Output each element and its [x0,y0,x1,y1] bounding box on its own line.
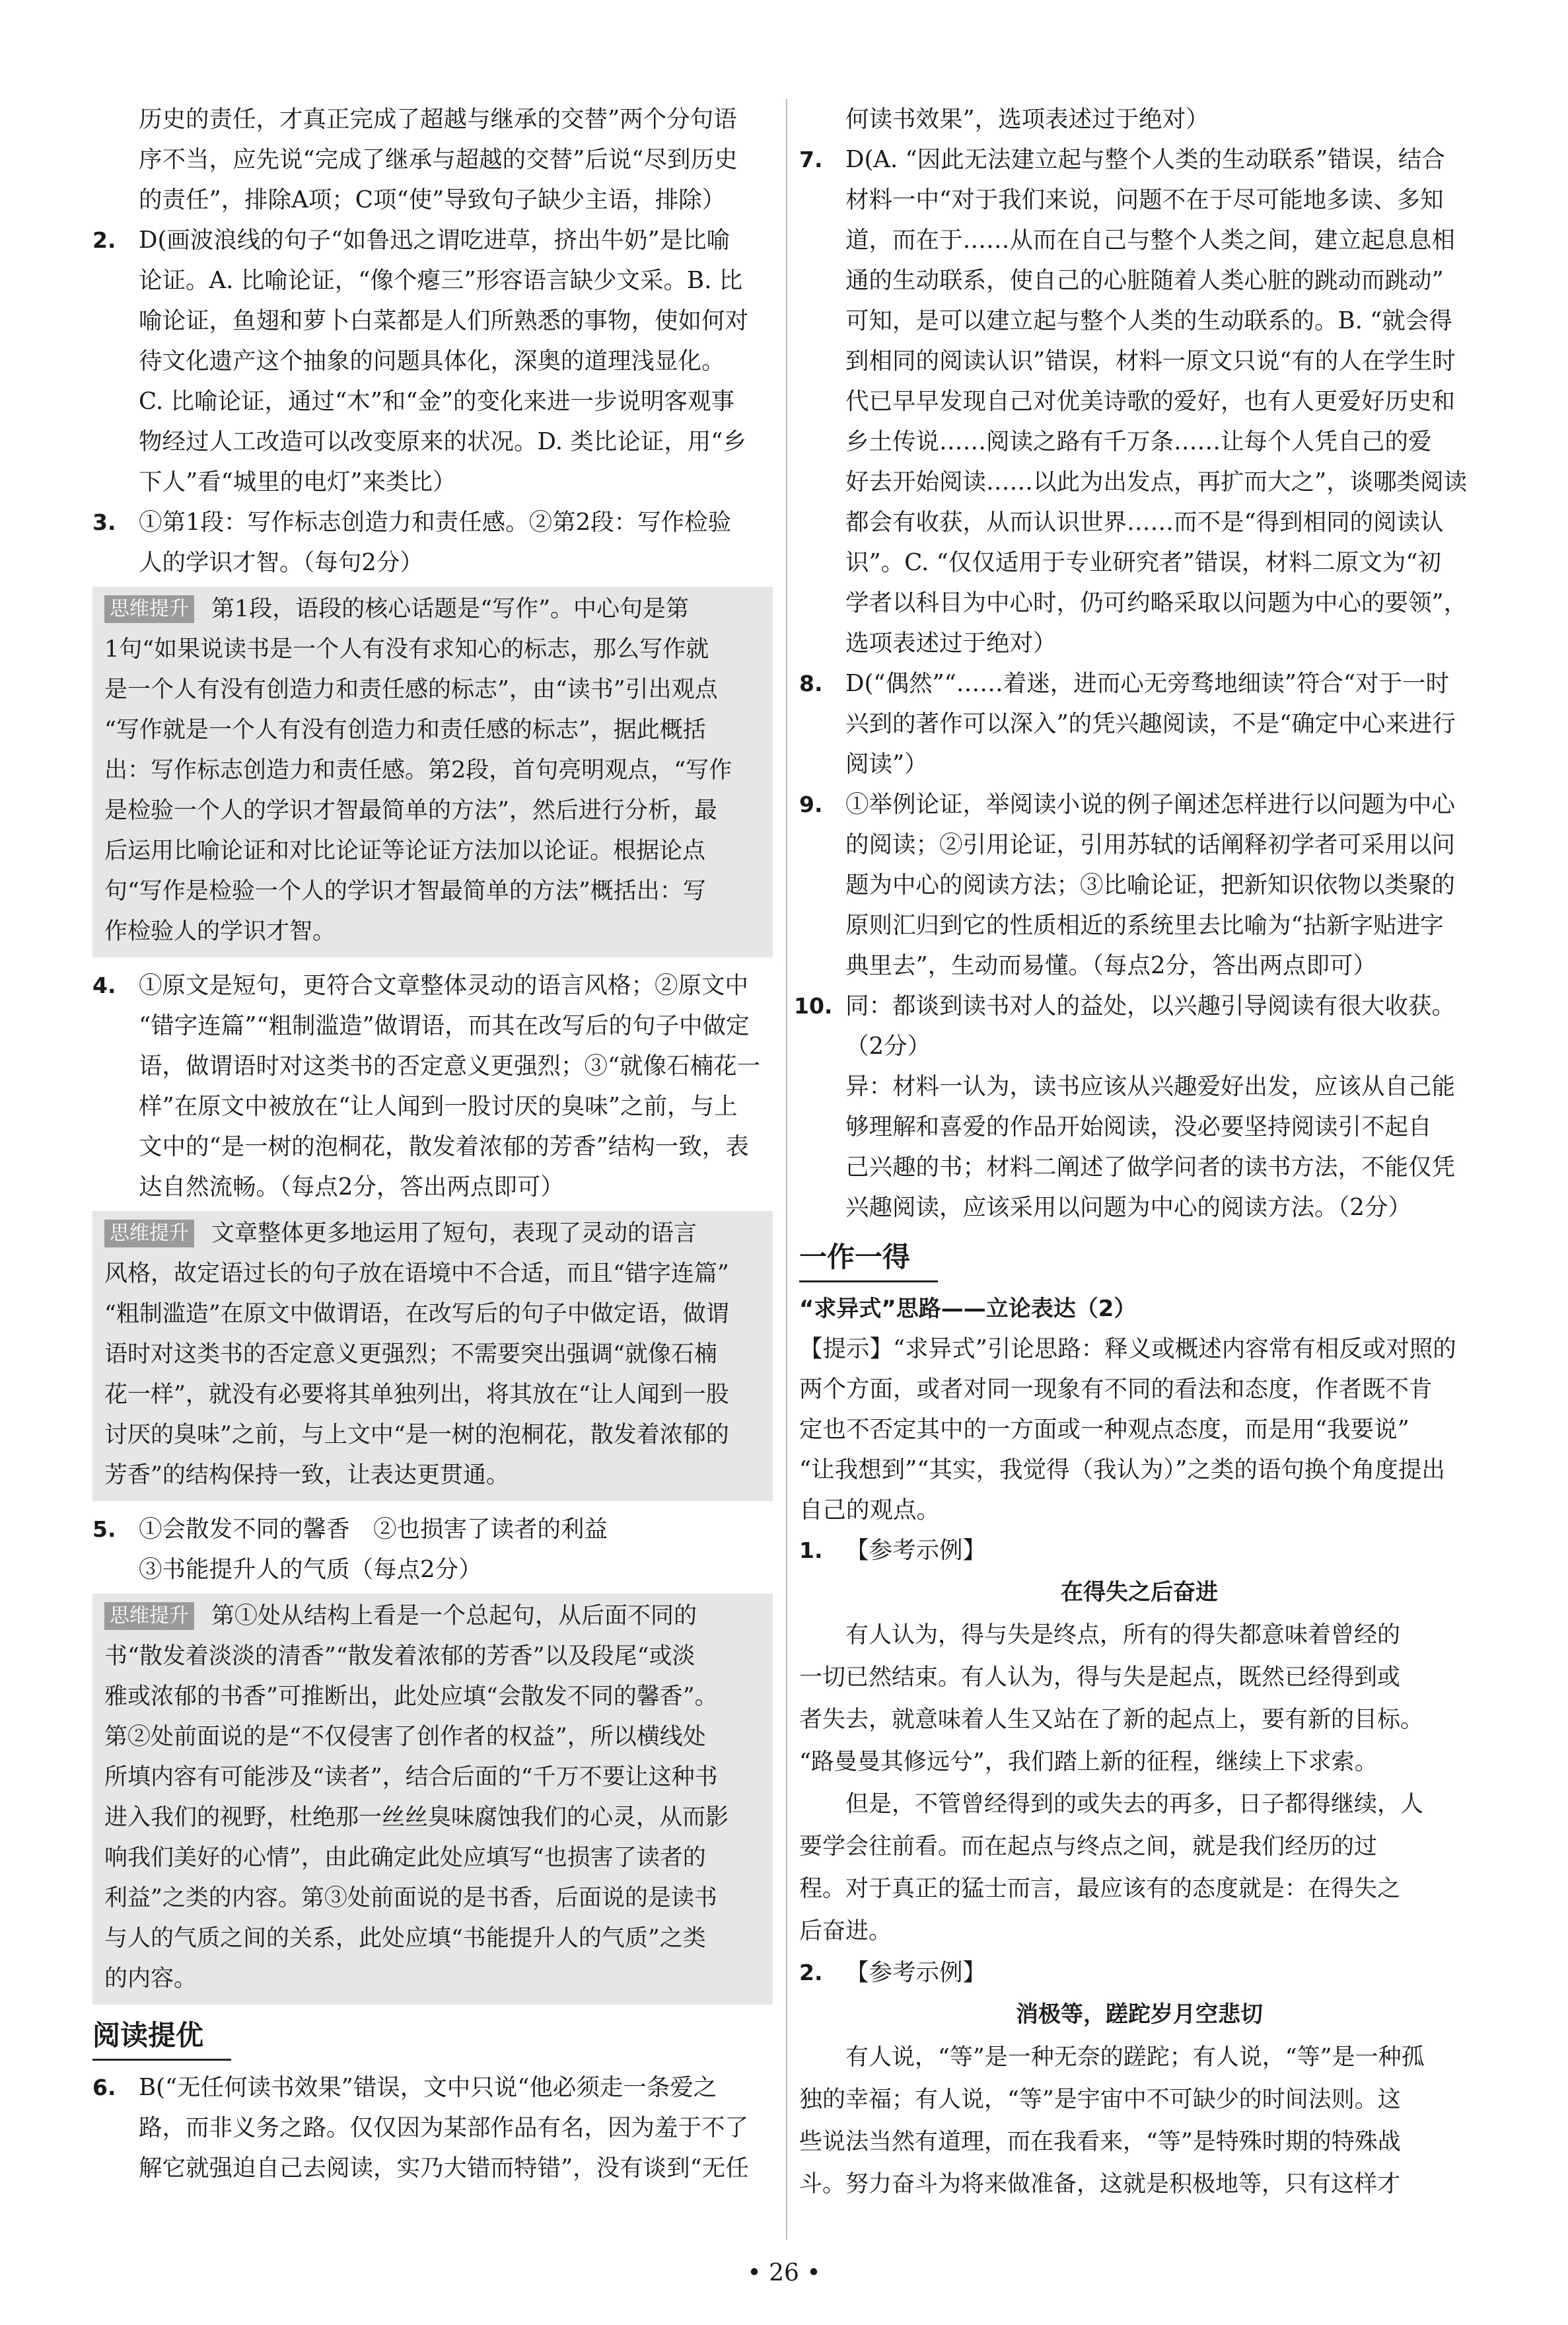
text-line: “路曼曼其修远兮”，我们踏上新的征程，继续上下求索。 [799,1749,1378,1775]
thinking-tag: 思维提升 [104,1602,194,1630]
essay-title-1: 在得失之后奋进 [1061,1579,1218,1605]
right-column [794,99,1479,2205]
text-line: 程。对于真正的猛士而言，最应该有的态度就是：在得失之 [799,1876,1401,1902]
text-line: 些说法当然有道理，而在我看来，“等”是特殊时期的特殊战 [799,2129,1401,2155]
text-line: 自己的观点。 [799,1496,941,1524]
thinking-box-3 [92,1594,773,2005]
example-label: 【参考示例】 [845,1537,987,1564]
text-line: 的阅读；②引用论证，引用苏轼的话阐释初学者可采用以问 [845,831,1456,858]
question-number: 3. [92,509,116,535]
question-number: 2. [92,227,116,253]
text-line: 是检验一个人的学识才智最简单的方法”，然后进行分析，最 [104,797,717,824]
thinking-tag: 思维提升 [104,595,194,623]
text-line: 是一个人有没有创造力和责任感的标志”，由“读书”引出观点 [104,677,718,703]
text-line: 一切已然结束。有人认为，得与失是起点，既然已经得到或 [799,1664,1401,1691]
answer-6-continuation: 何读书效果”，选项表述过于绝对） [845,106,1209,133]
left-column [92,99,773,2188]
text-line: ①举例论证，举阅读小说的例子阐述怎样进行以问题为中心 [845,791,1456,818]
text-line: 出：写作标志创造力和责任感。第2段，首句亮明观点，“写作 [104,757,732,784]
text-line: 够理解和喜爱的作品开始阅读，没必要坚持阅读引不起自 [845,1113,1432,1140]
section-heading-writing: 一作一得 [799,1234,938,1282]
text-line: 有人说，“等”是一种无奈的蹉跎；有人说，“等”是一种孤 [845,2044,1425,2071]
writing-tip [799,1329,1479,1530]
question-number: 10. [794,993,833,1019]
text-line: ①会散发不同的馨香 ②也损害了读者的利益 [139,1516,608,1543]
text-line: 作检验人的学识才智。 [104,918,336,945]
text-line: 语时对这类书的否定意义更强烈；不需要突出强调“就像石楠 [104,1341,717,1368]
text-line: 阅读”） [845,751,928,778]
text-line: 定也不否定其中的一方面或一种观点态度，而是用“我要说” [799,1416,1409,1443]
text-line: 的责任”，排除A项；C项“使”导致句子缺少主语，排除） [139,186,726,213]
text-line: 文中的“是一树的泡桐花，散发着浓郁的芳香”结构一致，表 [139,1133,749,1160]
section-heading-reading: 阅读提优 [92,2012,231,2061]
text-line: “粗制滥造”在原文中做谓语，在改写后的句子中做定语，做谓 [104,1301,729,1327]
text-line: 同：都谈到读书对人的益处，以兴趣引导阅读有很大收获。 [845,992,1456,1019]
text-line: 论证。A. 比喻论证，“像个瘪三”形容语言缺少文采。B. 比 [139,267,743,294]
answer-10 [794,986,1479,1228]
essay-title-2: 消极等，蹉跎岁月空悲切 [1016,2001,1263,2028]
text-line: 下人”看“城里的电灯”来类比） [139,468,456,496]
text-line: 路，而非义务之路。仅仅因为某部作品有名，因为羞于不了 [139,2114,749,2141]
text-line: 道，而在于……从而在自己与整个人类之间，建立起息息相 [845,227,1456,254]
answer-9 [799,784,1479,986]
text-line: 乡土传说……阅读之路有千万条……让每个人凭自己的爱 [845,428,1432,455]
text-line: 第①处从结构上看是一个总起句，从后面不同的 [211,1603,697,1629]
text-line: 兴趣阅读，应该采用以问题为中心的阅读方法。（2分） [845,1194,1411,1221]
text-line: （2分） [845,1033,931,1060]
answer-8 [799,663,1479,784]
text-line: 文章整体更多地运用了短句，表现了灵动的语言 [211,1220,697,1247]
text-line: 芳香”的结构保持一致，让表达更贯通。 [104,1462,509,1489]
text-line: 后奋进。 [799,1918,892,1944]
text-line: 材料一中“对于我们来说，问题不在于尽可能地多读、多知 [845,186,1444,213]
text-line: D(画波浪线的句子“如鲁迅之谓吃进草，挤出牛奶”是比喻 [139,227,731,254]
text-line: 选项表述过于绝对） [845,630,1057,657]
text-line: 己兴趣的书；材料二阐述了做学问者的读书方法，不能仅凭 [845,1154,1456,1181]
text-line: 雅或浓郁的书香”可推断出，此处应填“会散发不同的馨香”。 [104,1683,718,1710]
text-line: 兴到的著作可以深入”的凭兴趣阅读，不是“确定中心来进行 [845,710,1456,737]
column-divider [786,99,787,2240]
question-number: 4. [92,973,116,998]
text-line: 样”在原文中被放在“让人闻到一股讨厌的臭味”之前，与上 [139,1093,738,1120]
text-line: 到相同的阅读认识”错误，材料一原文只说“有的人在学生时 [845,348,1456,375]
text-line: 者失去，就意味着人生又站在了新的起点上，要有新的目标。 [799,1707,1424,1733]
text-line: 响我们美好的心情”，由此确定此处应填写“也损害了读者的 [104,1845,706,1871]
text-line: C. 比喻论证，通过“木”和“金”的变化来进一步说明客观事 [139,388,735,415]
text-line: 书“散发着淡淡的清香”“散发着浓郁的芳香”以及段尾“或淡 [104,1643,695,1670]
text-line: 通的生动联系，使自己的心脏随着人类心脏的跳动而跳动” [845,267,1444,294]
thinking-tag: 思维提升 [104,1220,194,1247]
text-line: 达自然流畅。（每点2分，答出两点即可） [139,1173,564,1200]
example-1 [799,1530,1479,1570]
text-line: 斗。努力奋斗为将来做准备，这就是积极地等，只有这样才 [799,2171,1401,2197]
text-line: 代已早早发现自己对优美诗歌的爱好，也有人更爱好历史和 [845,388,1456,415]
text-line: 后运用比喻论证和对比论证等论证方法加以论证。根据论点 [104,838,706,864]
text-line: ③书能提升人的气质（每点2分） [139,1556,482,1583]
answer-6 [92,2067,773,2188]
text-line: 原则汇归到它的性质相近的系统里去比喻为“拈新字贴进字 [845,912,1444,939]
text-line: 待文化遗产这个抽象的问题具体化，深奥的道理浅显化。 [139,348,725,375]
text-line: 句“写作是检验一个人的学识才智最简单的方法”概括出：写 [104,878,706,904]
answer-5 [92,1509,773,1590]
text-line: B(“无任何读书效果”错误，文中只说“他必须走一条爱之 [139,2074,717,2101]
answer-2 [92,220,773,502]
text-line: 花一样”，就没有必要将其单独列出，将其放在“让人闻到一股 [104,1382,729,1408]
text-line: 可知，是可以建立起与整个人类的生动联系的。B. “就会得 [845,307,1452,334]
text-line: 都会有收获，从而认识世界……而不是“得到相同的阅读认 [845,509,1444,536]
text-line: 与人的气质之间的关系，此处应填“书能提升人的气质”之类 [104,1925,706,1952]
text-line: 人的学识才智。（每句2分） [139,549,423,576]
text-line: 第②处前面说的是“不仅侵害了创作者的权益”，所以横线处 [104,1724,706,1750]
text-line: 典里去”，生动而易懂。（每点2分，答出两点即可） [845,952,1376,979]
text-line: 所填内容有可能涉及“读者”，结合后面的“千万不要让这种书 [104,1764,718,1790]
answer-7 [799,139,1479,663]
question-number: 5. [92,1516,116,1542]
text-line: 物经过人工改造可以改变原来的状况。D. 类比论证，用“乡 [139,428,746,455]
text-line: 第1段，语段的核心话题是“写作”。中心句是第 [211,596,690,622]
text-line: 学者以科目为中心时，仍可约略采取以问题为中心的要领”， [845,589,1468,616]
question-number: 1. [799,1537,823,1563]
text-line: 历史的责任，才真正完成了超越与继承的交替”两个分句语 [139,106,737,133]
text-line: 但是，不管曾经得到的或失去的再多，日子都得继续，人 [845,1791,1424,1818]
text-line: 有人认为，得与失是终点，所有的得失都意味着曾经的 [845,1622,1401,1648]
text-line: “让我想到”“其实，我觉得（我认为）”之类的语句换个角度提出 [799,1456,1445,1483]
question-number: 6. [92,2075,116,2100]
answer-3 [92,502,773,583]
text-line: 利益”之类的内容。第③处前面说的是书香，后面说的是读书 [104,1885,717,1911]
question-number: 2. [799,1960,823,1985]
text-line: 识”。C. “仅仅适用于专业研究者”错误，材料二原文为“初 [845,549,1442,576]
text-line: 要学会往前看。而在起点与终点之间，就是我们经历的过 [799,1833,1378,1860]
question-number: 7. [799,147,823,172]
page-number: • 26 • [747,2260,821,2287]
text-line: 讨厌的臭味”之前，与上文中“是一树的泡桐花，散发着浓郁的 [104,1422,729,1448]
text-line: 题为中心的阅读方法；③比喻论证，把新知识依物以类聚的 [845,871,1456,899]
text-line: 1句“如果说读书是一个人有没有求知心的标志，那么写作就 [104,636,709,663]
example-2 [799,1952,1479,1993]
text-line: 解它就强迫自己去阅读，实乃大错而特错”，没有谈到“无任 [139,2155,749,2182]
text-line: 好去开始阅读……以此为出发点，再扩而大之”，谈哪类阅读 [845,468,1468,496]
thinking-box-2 [92,1211,773,1501]
question-number: 8. [799,671,823,696]
text-line: D(“偶然”“……着迷，进而心无旁骛地细读”符合“对于一时 [845,670,1450,697]
answer-1-continuation [92,99,773,220]
answer-4 [92,965,773,1207]
text-line: “错字连篇”“粗制滥造”做谓语，而其在改写后的句子中做定 [139,1012,750,1039]
text-line: ①原文是短句，更符合文章整体灵动的语言风格；②原文中 [139,972,749,999]
text-line: 序不当，应先说“完成了继承与超越的交替”后说“尽到历史 [139,146,738,173]
text-line: 喻论证，鱼翅和萝卜白菜都是人们所熟悉的事物，使如何对 [139,307,749,334]
text-line: 语，做谓语时对这类书的否定意义更强烈；③“就像石楠花一 [139,1052,761,1080]
text-line: 的内容。 [104,1966,197,1992]
text-line: 独的幸福；有人说，“等”是宇宙中不可缺少的时间法则。这 [799,2086,1401,2113]
text-line: “写作就是一个人有没有创造力和责任感的标志”，据此概括 [104,717,706,743]
writing-subheading: “求异式”思路——立论表达（2） [799,1296,1137,1322]
text-line: 风格，故定语过长的句子放在语境中不合适，而且“错字连篇” [104,1261,729,1287]
text-line: 异：材料一认为，读书应该从兴趣爱好出发，应该从自己能 [845,1073,1456,1100]
text-line: 【提示】“求异式”引论思路：释义或概述内容常有相反或对照的 [799,1335,1456,1362]
text-line: D(A. “因此无法建立起与整个人类的生动联系”错误，结合 [845,146,1445,173]
example-label: 【参考示例】 [845,1959,987,1986]
text-line: 两个方面，或者对同一现象有不同的看法和态度，作者既不肯 [799,1376,1433,1403]
question-number: 9. [799,792,823,817]
essay-2 [799,2036,1479,2205]
thinking-box-1 [92,587,773,957]
essay-1 [799,1614,1479,1952]
text-line: 进入我们的视野，杜绝那一丝丝臭味腐蚀我们的心灵，从而影 [104,1804,729,1831]
text-line: ①第1段：写作标志创造力和责任感。②第2段：写作检验 [139,509,732,536]
